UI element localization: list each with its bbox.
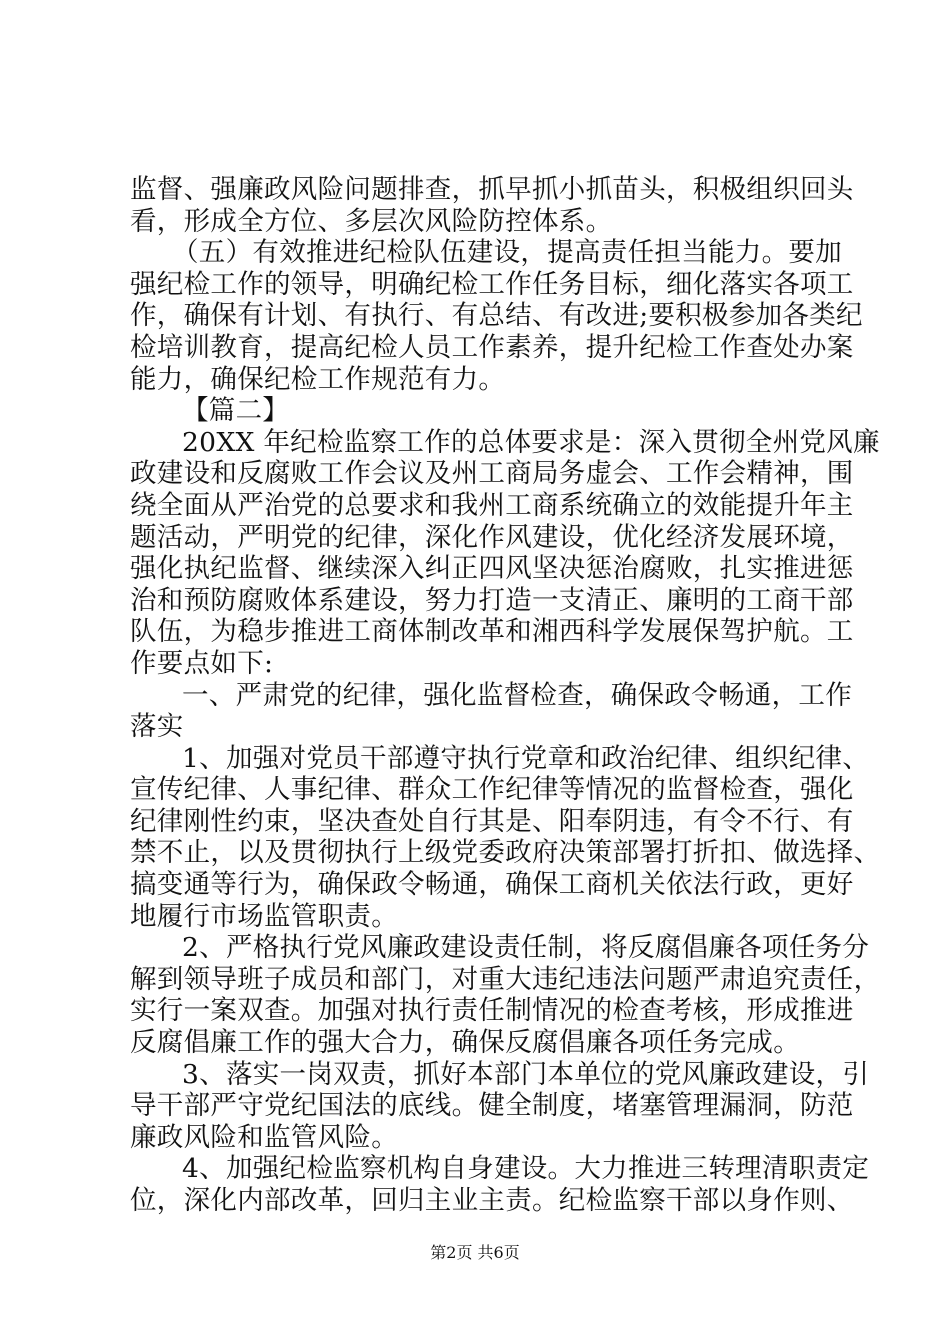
text-line: 一、严肃党的纪律，强化监督检查，确保政令畅通，工作 bbox=[182, 679, 852, 711]
text-line: 绕全面从严治党的总要求和我州工商系统确立的效能提升年主 bbox=[130, 489, 854, 521]
page-number-footer: 第2页 共6页 bbox=[430, 1243, 520, 1262]
text-line: 队伍，为稳步推进工商体制改革和湘西科学发展保驾护航。工 bbox=[130, 616, 854, 648]
text-line: 看，形成全方位、多层次风险防控体系。 bbox=[130, 205, 613, 237]
text-line: 作，确保有计划、有执行、有总结、有改进;要积极参加各类纪 bbox=[130, 300, 863, 332]
text-line: 反腐倡廉工作的强大合力，确保反腐倡廉各项任务完成。 bbox=[130, 1027, 800, 1059]
section-heading: 【篇二】 bbox=[182, 395, 290, 427]
text-line: 落实 bbox=[130, 711, 184, 743]
text-line: 能力，确保纪检工作规范有力。 bbox=[130, 363, 506, 395]
text-line: 治和预防腐败体系建设，努力打造一支清正、廉明的工商干部 bbox=[130, 584, 854, 616]
text-line: 20XX 年纪检监察工作的总体要求是：深入贯彻全州党风廉 bbox=[182, 426, 880, 458]
text-line: 题活动，严明党的纪律，深化作风建设，优化经济发展环境， bbox=[130, 521, 854, 553]
text-line: 宣传纪律、人事纪律、群众工作纪律等情况的监督检查，强化 bbox=[130, 774, 854, 806]
text-line: 监督、强廉政风险问题排查，抓早抓小抓苗头，积极组织回头 bbox=[130, 174, 854, 205]
text-line: 1、加强对党员干部遵守执行党章和政治纪律、组织纪律、 bbox=[182, 742, 870, 774]
text-line: 强化执纪监督、继续深入纠正四风坚决惩治腐败，扎实推进惩 bbox=[130, 553, 854, 585]
text-line: 作要点如下: bbox=[130, 647, 274, 679]
text-line: 政建设和反腐败工作会议及州工商局务虚会、工作会精神，围 bbox=[130, 458, 854, 490]
text-line: （五）有效推进纪检队伍建设，提高责任担当能力。要加 bbox=[172, 237, 842, 269]
text-line: 廉政风险和监管风险。 bbox=[130, 1121, 398, 1153]
text-line: 位，深化内部改革，回归主业主责。纪检监察干部以身作则、 bbox=[130, 1185, 854, 1216]
text-line: 3、落实一岗双责，抓好本部门本单位的党风廉政建设，引 bbox=[182, 1058, 870, 1090]
text-line: 实行一案双查。加强对执行责任制情况的检查考核，形成推进 bbox=[130, 995, 854, 1027]
text-line: 2、严格执行党风廉政建设责任制，将反腐倡廉各项任务分 bbox=[182, 932, 870, 964]
text-line: 纪律刚性约束，坚决查处自行其是、阳奉阴违，有令不行、有 bbox=[130, 805, 854, 837]
text-line: 导干部严守党纪国法的底线。健全制度，堵塞管理漏洞，防范 bbox=[130, 1090, 854, 1122]
document-body bbox=[130, 174, 881, 1217]
text-line: 4、加强纪检监察机构自身建设。大力推进三转理清职责定 bbox=[182, 1153, 870, 1185]
text-line: 强纪检工作的领导，明确纪检工作任务目标，细化落实各项工 bbox=[130, 268, 854, 300]
text-line: 搞变通等行为，确保政令畅通，确保工商机关依法行政，更好 bbox=[130, 869, 854, 901]
text-line: 禁不止，以及贯彻执行上级党委政府决策部署打折扣、做选择、 bbox=[130, 837, 881, 869]
text-line: 检培训教育，提高纪检人员工作素养，提升纪检工作查处办案 bbox=[130, 331, 854, 363]
text-line: 地履行市场监管职责。 bbox=[130, 900, 398, 932]
text-line: 解到领导班子成员和部门，对重大违纪违法问题严肃追究责任， bbox=[130, 963, 881, 995]
